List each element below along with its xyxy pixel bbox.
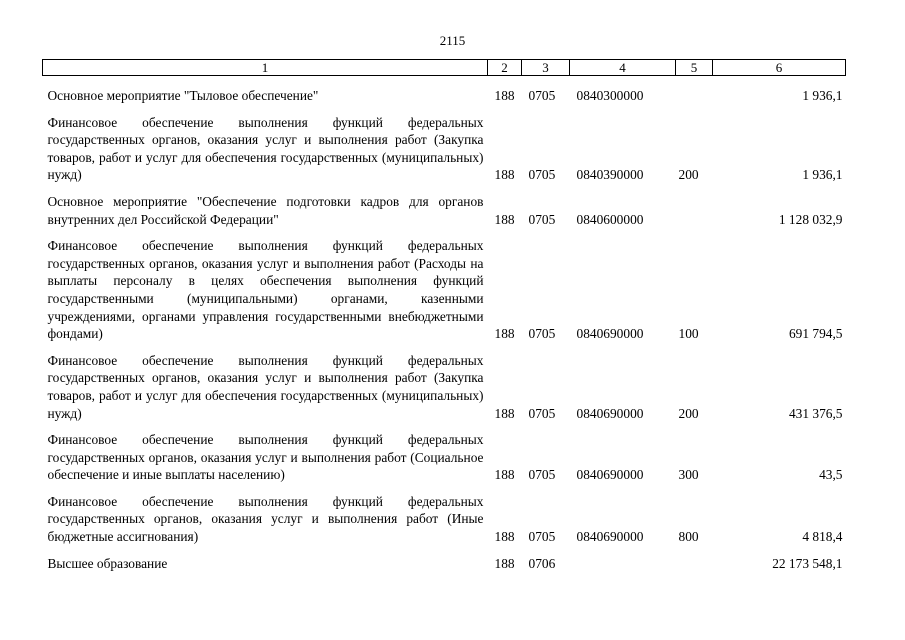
row-amount: 43,5 [819, 467, 843, 483]
row-code-3: 0705 [528, 529, 556, 545]
row-code-5: 200 [678, 405, 699, 421]
row-code-2: 188 [494, 555, 515, 571]
row-name: Финансовое обеспечение выполнения функций федеральных государственных органов, оказания услуг и выполнения работ (Закупка товаров, работ и услуг для обеспечения государственных (муниципальных) нужд) [47, 352, 484, 421]
row-name: Финансовое обеспечение выполнения функций федеральных государственных органов, оказания услуг и выполнения работ (Закупка товаров, работ и услуг для обеспечения государственных (муниципальных) нужд) [47, 114, 484, 183]
row-amount: 22 173 548,1 [772, 555, 843, 571]
row-code-5 [676, 76, 713, 105]
row-name: Основное мероприятие "Обеспечение подготовки кадров для органов внутренних дел Российской Федерации" [47, 193, 484, 227]
row-amount: 4 818,4 [802, 529, 843, 545]
row-code-2: 188 [494, 167, 515, 183]
page-number: 2115 [439, 33, 466, 48]
row-code-5: 200 [678, 167, 699, 183]
row-code-2: 188 [494, 529, 515, 545]
row-name: Финансовое обеспечение выполнения функций федеральных государственных органов, оказания услуг и выполнения работ (Расходы на выплаты персоналу в целях обеспечения выполнения функций государственными (муниципальными) органами, казенными учреждениями, органами управления государственными внебюджетными фондами) [47, 238, 484, 342]
row-code-2: 188 [494, 467, 515, 483]
row-code-4: 0840690000 [576, 405, 644, 421]
header-col-5: 5 [676, 60, 713, 76]
header-col-2: 2 [488, 60, 522, 76]
table-row [43, 546, 846, 573]
table-row [43, 105, 846, 184]
row-code-5: 100 [678, 326, 699, 342]
row-code-3: 0705 [528, 211, 556, 227]
row-amount: 691 794,5 [788, 326, 843, 342]
budget-table [42, 59, 846, 572]
row-code-4: 0840390000 [576, 167, 644, 183]
row-code-5 [676, 546, 713, 573]
row-code-3: 0705 [528, 405, 556, 421]
row-code-2: 188 [494, 211, 515, 227]
table-row [43, 484, 846, 546]
table-row [43, 422, 846, 484]
row-code-2: 188 [494, 88, 515, 103]
row-amount: 431 376,5 [788, 405, 843, 421]
header-row [43, 60, 846, 76]
row-code-3: 0705 [528, 167, 556, 183]
row-code-5 [676, 184, 713, 228]
row-name: Финансовое обеспечение выполнения функций федеральных государственных органов, оказания услуг и выполнения работ (Иные бюджетные ассигнования) [47, 493, 484, 545]
row-code-5: 800 [678, 529, 699, 545]
row-amount: 1 936,1 [802, 88, 843, 103]
row-code-3: 0705 [528, 88, 556, 103]
header-col-4: 4 [570, 60, 676, 76]
row-name: Высшее образование [47, 555, 168, 571]
table-row [43, 343, 846, 422]
header-col-3: 3 [522, 60, 570, 76]
row-code-3: 0705 [528, 467, 556, 483]
table-body [43, 76, 846, 573]
row-name: Основное мероприятие "Тыловое обеспечение" [47, 88, 319, 103]
row-code-4: 0840690000 [576, 467, 644, 483]
row-amount: 1 936,1 [802, 167, 843, 183]
table-row [43, 76, 846, 105]
table-row [43, 228, 846, 343]
row-code-2: 188 [494, 405, 515, 421]
row-code-4: 0840600000 [576, 211, 644, 227]
row-code-4: 0840690000 [576, 326, 644, 342]
row-code-3: 0706 [528, 555, 556, 571]
row-code-4 [570, 546, 676, 573]
row-code-3: 0705 [528, 326, 556, 342]
header-col-1: 1 [43, 60, 488, 76]
row-amount: 1 128 032,9 [778, 211, 843, 227]
row-code-4: 0840690000 [576, 529, 644, 545]
row-code-2: 188 [494, 326, 515, 342]
header-col-6: 6 [713, 60, 846, 76]
row-code-5: 300 [678, 467, 699, 483]
table-header [43, 60, 846, 76]
row-code-4: 0840300000 [576, 88, 644, 103]
row-name: Финансовое обеспечение выполнения функций федеральных государственных органов, оказания услуг и выполнения работ (Социальное обеспечение и иные выплаты населению) [47, 432, 484, 483]
table-row [43, 184, 846, 228]
